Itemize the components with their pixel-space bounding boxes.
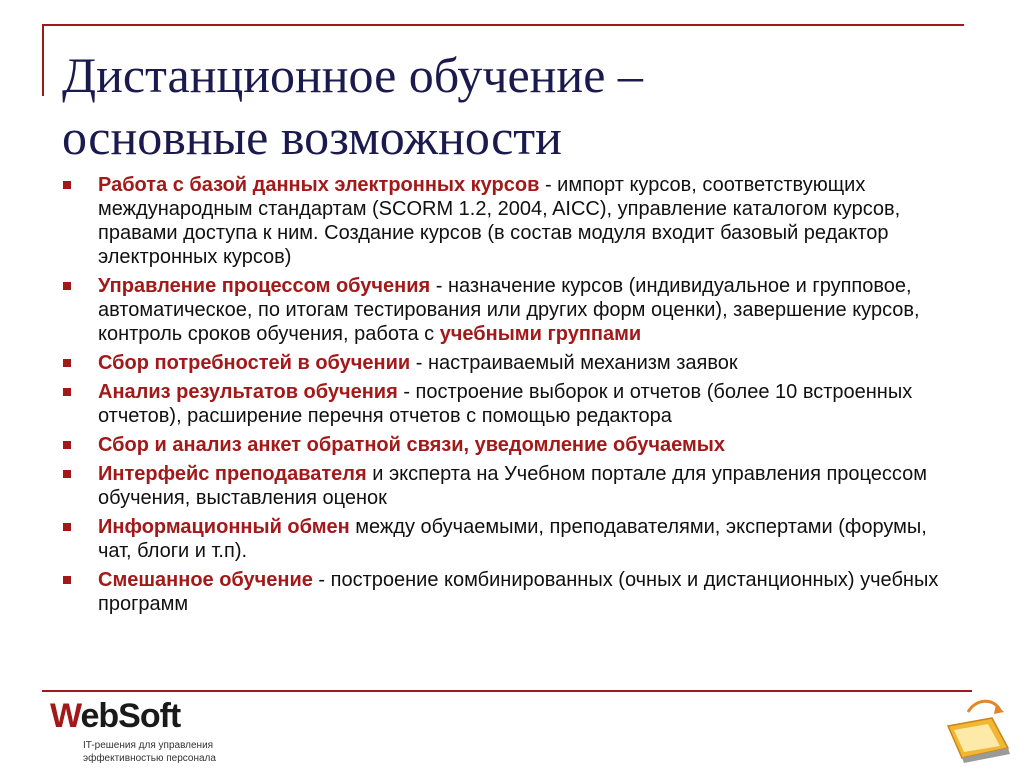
feature-item <box>62 568 962 616</box>
logo-wordmark-rest: ebSoft <box>80 697 181 735</box>
feature-highlight: Смешанное обучение <box>98 569 313 591</box>
presentation-slide-icon-graphic <box>938 692 1016 764</box>
logo-tagline-line-1: IT-решения для управления <box>83 740 214 751</box>
websoft-logo <box>50 696 250 766</box>
feature-item <box>62 173 962 269</box>
square-bullet-icon <box>63 523 71 531</box>
logo-wordmark <box>50 696 180 736</box>
slide-title-line-1: Дистанционное обучение – <box>62 47 643 103</box>
square-bullet-icon <box>63 576 71 584</box>
presentation-slide-icon <box>938 692 1016 764</box>
feature-highlight: Сбор и анализ анкет обратной связи, уведомление обучаемых <box>98 434 726 456</box>
feature-item <box>62 351 962 375</box>
feature-highlight: Информационный обмен <box>98 516 350 538</box>
feature-item <box>62 274 962 346</box>
logo-wordmark-w: W <box>50 697 81 735</box>
feature-description: между обучаемыми, преподавателями, экспертами (форумы, чат, блоги и т.п). <box>98 516 927 562</box>
feature-item <box>62 515 962 563</box>
bottom-divider <box>42 690 972 692</box>
feature-description: - настраиваемый механизм заявок <box>410 352 738 374</box>
feature-description: - назначение курсов (индивидуальное и групповое, автоматическое, по итогам тестирования или других форм оценки), завершение курсов, контроль сроков обучения, работа с <box>98 275 920 345</box>
feature-item <box>62 380 962 428</box>
feature-item <box>62 433 962 457</box>
square-bullet-icon <box>63 282 71 290</box>
feature-list <box>62 173 962 621</box>
slide-title-line-2: основные возможности <box>62 109 562 165</box>
logo-tagline-line-2: эффективностью персонала <box>83 753 216 764</box>
feature-description: и эксперта на Учебном портале для управления процессом обучения, выставления оценок <box>98 463 927 509</box>
slide-title <box>62 44 962 168</box>
square-bullet-icon <box>63 470 71 478</box>
feature-highlight-secondary: учебными группами <box>439 323 642 345</box>
feature-description: - импорт курсов, соответствующих международным стандартам (SCORM 1.2, 2004, AICC), управление каталогом курсов, правами доступа к ним. Создание курсов (в состав модуля входит базовый редактор электронных курсов) <box>98 174 901 268</box>
square-bullet-icon <box>63 441 71 449</box>
feature-highlight: Управление процессом обучения <box>98 275 431 297</box>
square-bullet-icon <box>63 181 71 189</box>
feature-highlight: Сбор потребностей в обучении <box>98 352 411 374</box>
feature-item <box>62 462 962 510</box>
logo-tagline <box>83 739 216 765</box>
feature-highlight: Анализ результатов обучения <box>98 381 398 403</box>
square-bullet-icon <box>63 359 71 367</box>
feature-highlight: Работа с базой данных электронных курсов <box>98 174 540 196</box>
feature-description: - построение комбинированных (очных и дистанционных) учебных программ <box>98 569 939 615</box>
square-bullet-icon <box>63 388 71 396</box>
feature-highlight: Интерфейс преподавателя <box>98 463 367 485</box>
top-divider <box>42 24 964 26</box>
title-left-divider <box>42 24 44 96</box>
feature-description: - построение выборок и отчетов (более 10 встроенных отчетов), расширение перечня отчетов с помощью редактора <box>98 381 913 427</box>
